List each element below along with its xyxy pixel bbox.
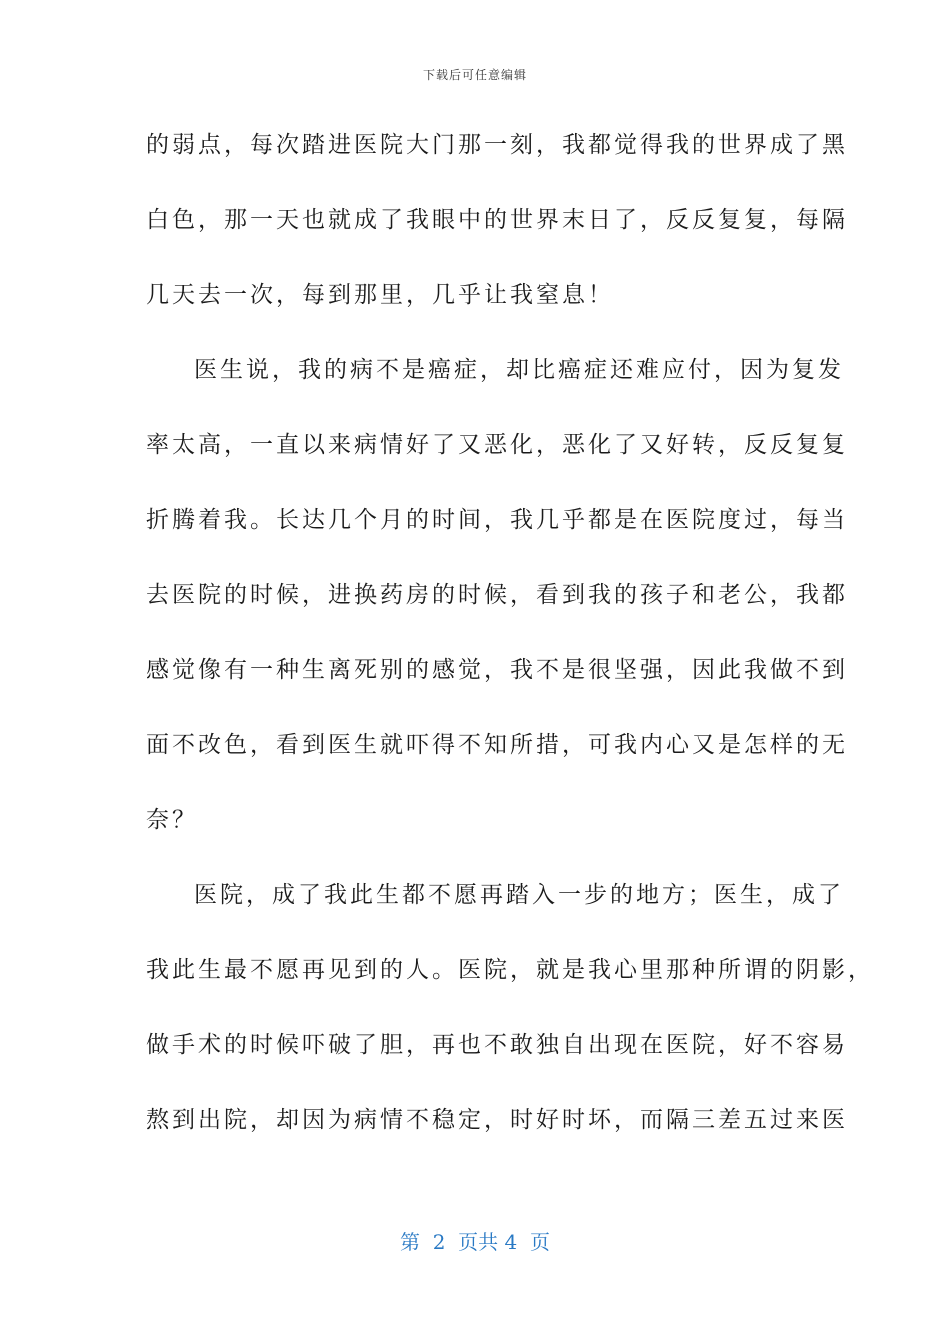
- text-line: 折腾着我。长达几个月的时间，我几乎都是在医院度过，每当: [146, 507, 848, 533]
- text-line: 面不改色，看到医生就吓得不知所措，可我内心又是怎样的无: [146, 732, 848, 758]
- text-line: 几天去一次，每到那里，几乎让我窒息！: [146, 282, 614, 308]
- page-number: 第 2 页共 4 页: [400, 1230, 550, 1254]
- header-note: 下载后可任意编辑: [422, 68, 527, 82]
- text-line: 奈？: [146, 807, 198, 833]
- text-line: 的弱点，每次踏进医院大门那一刻，我都觉得我的世界成了黑: [146, 132, 848, 158]
- text-line: 我此生最不愿再见到的人。医院，就是我心里那种所谓的阴影，: [146, 957, 874, 983]
- text-line: 率太高，一直以来病情好了又恶化，恶化了又好转，反反复复: [146, 432, 848, 458]
- text-line: 白色，那一天也就成了我眼中的世界末日了，反反复复，每隔: [146, 207, 848, 233]
- text-line: 感觉像有一种生离死别的感觉，我不是很坚强，因此我做不到: [146, 657, 848, 683]
- paragraph-first-line: 医生说，我的病不是癌症，却比癌症还难应付，因为复发: [194, 357, 844, 383]
- document-body: [146, 127, 874, 1177]
- text-line: 去医院的时候，进换药房的时候，看到我的孩子和老公，我都: [146, 582, 848, 608]
- text-line: 做手术的时候吓破了胆，再也不敢独自出现在医院，好不容易: [146, 1032, 848, 1058]
- paragraph-first-line: 医院，成了我此生都不愿再踏入一步的地方；医生，成了: [194, 882, 844, 908]
- text-line: 熬到出院，却因为病情不稳定，时好时坏，而隔三差五过来医: [146, 1107, 848, 1133]
